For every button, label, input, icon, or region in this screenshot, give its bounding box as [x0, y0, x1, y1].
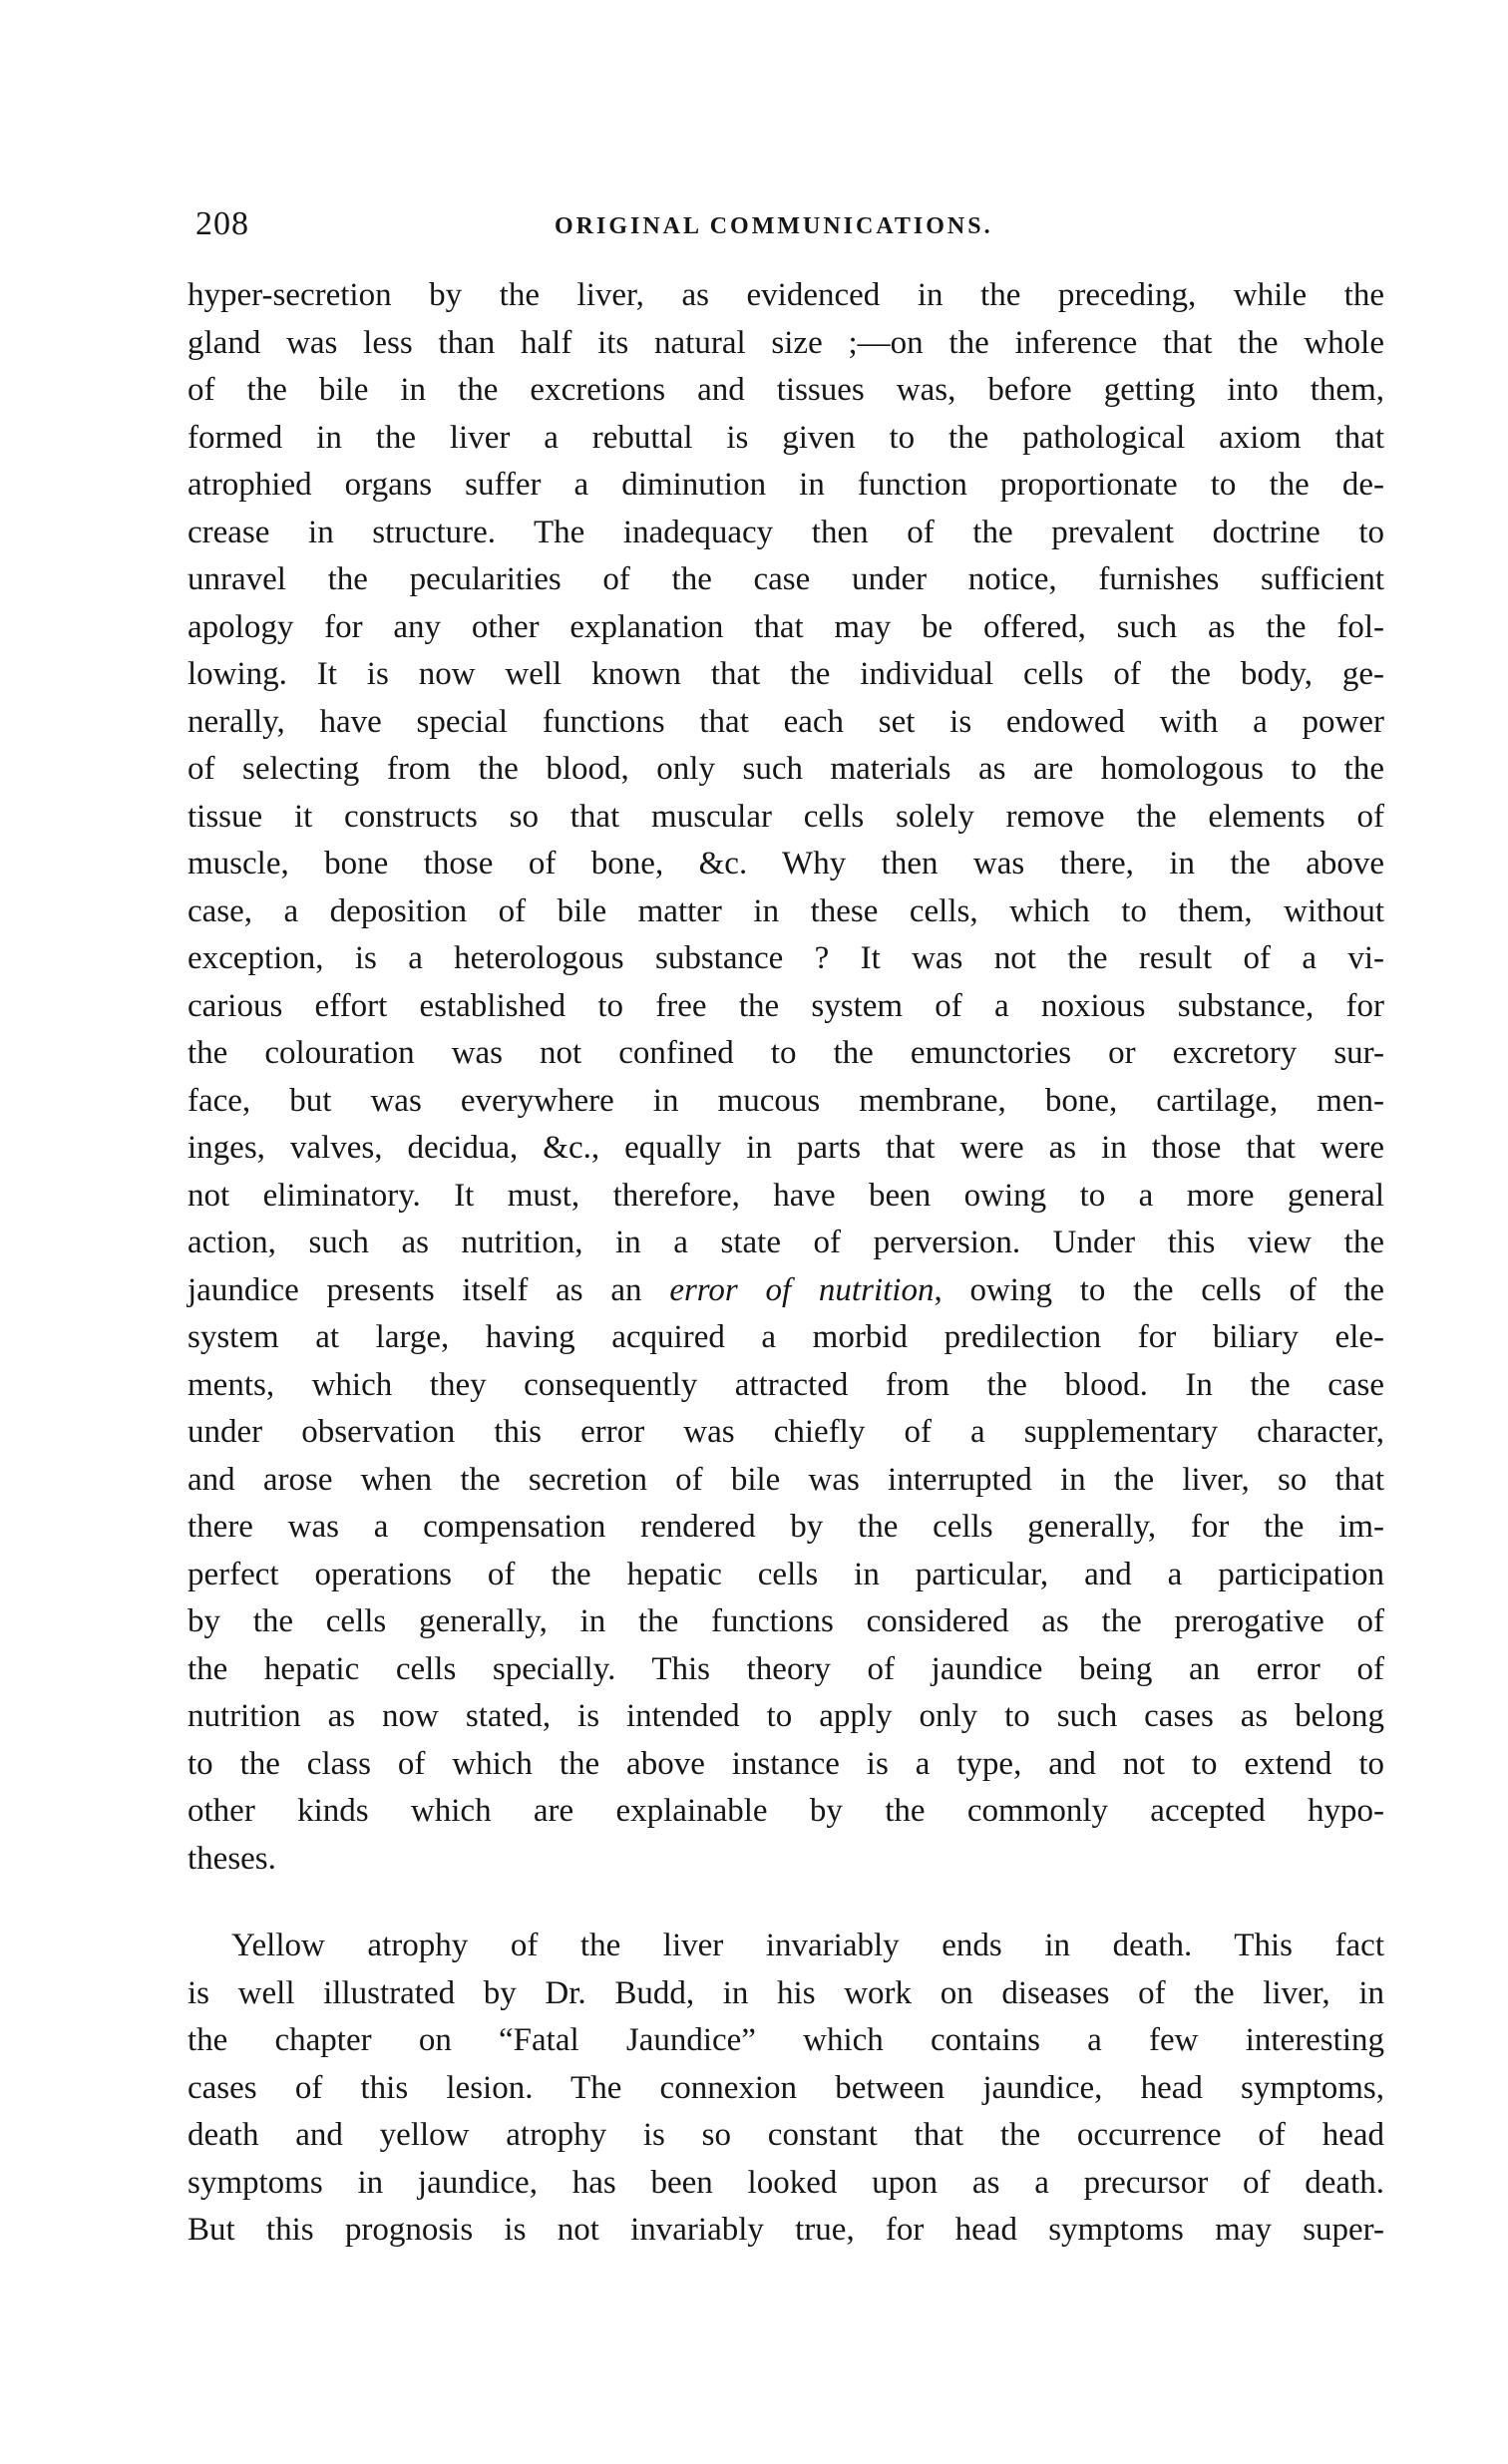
text-segment: jaundice presents itself as an: [188, 1271, 670, 1308]
text-line: action, such as nutrition, in a state of perversion. Under this view the: [188, 1225, 1384, 1260]
text-line: is well illustrated by Dr. Budd, in his work on diseases of the liver, in: [188, 1974, 1384, 2011]
running-head: ORIGINAL COMMUNICATIONS.: [555, 213, 993, 239]
text-line: under observation this error was chiefly of a supplementary character,: [188, 1414, 1384, 1450]
text-line: crease in structure. The inadequacy then of the prevalent doctrine to: [188, 514, 1384, 550]
text-line: apology for any other explanation that may be offered, such as the fol-: [188, 608, 1384, 645]
text-line: unravel the pecularities of the case under notice, furnishes sufficient: [188, 561, 1384, 597]
paragraph-2: [188, 1923, 1384, 2255]
text-line: tissue it constructs so that muscular cells solely remove the elements of: [188, 798, 1384, 835]
text-line: the chapter on “Fatal Jaundice” which contains a few interesting: [188, 2022, 1384, 2058]
text-line: theses.: [188, 1840, 276, 1877]
text-line: gland was less than half its natural size ;—on the inference that the whole: [188, 324, 1384, 361]
text-line: of selecting from the blood, only such materials as are homologous to the: [188, 751, 1384, 787]
text-line: formed in the liver a rebuttal is given to the pathological axiom that: [188, 419, 1384, 456]
page-number: 208: [195, 205, 249, 242]
body-text: [188, 272, 1384, 2255]
text-line-with-italic: [188, 1267, 1384, 1315]
text-line: hyper-secretion by the liver, as evidenced in the preceding, while the: [188, 277, 1384, 313]
page-header: [195, 205, 1372, 255]
text-line: symptoms in jaundice, has been looked upon as a precursor of death.: [188, 2164, 1384, 2201]
text-line: Yellow atrophy of the liver invariably ends in death. This fact: [231, 1928, 1384, 1963]
text-line: there was a compensation rendered by the cells generally, for the im-: [188, 1509, 1384, 1545]
text-line: the hepatic cells specially. This theory of jaundice being an error of: [188, 1650, 1384, 1687]
text-line: perfect operations of the hepatic cells in particular, and a participation: [188, 1556, 1384, 1592]
text-line: the colouration was not confined to the emunctories or excretory sur-: [188, 1035, 1384, 1071]
paragraph-1: [188, 272, 1384, 1883]
text-line: ments, which they consequently attracted from the blood. In the case: [188, 1366, 1384, 1403]
text-line: carious effort established to free the system of a noxious substance, for: [188, 987, 1384, 1024]
text-line: nerally, have special functions that each set is endowed with a power: [188, 703, 1384, 740]
text-line: system at large, having acquired a morbid predilection for biliary ele-: [188, 1319, 1384, 1355]
text-line: inges, valves, decidua, &c., equally in parts that were as in those that were: [188, 1130, 1384, 1166]
text-line: atrophied organs suffer a diminution in function proportionate to the de-: [188, 467, 1384, 503]
text-segment: , owing to the cells of the: [934, 1271, 1385, 1308]
text-line: death and yellow atrophy is so constant that the occurrence of head: [188, 2117, 1384, 2153]
text-line: muscle, bone those of bone, &c. Why then was there, in the above: [188, 846, 1384, 881]
text-line: lowing. It is now well known that the individual cells of the body, ge-: [188, 656, 1384, 692]
text-line: and arose when the secretion of bile was interrupted in the liver, so that: [188, 1461, 1384, 1498]
text-line: of the bile in the excretions and tissues was, before getting into them,: [188, 372, 1384, 408]
paragraph-gap: [188, 1883, 1384, 1923]
text-line: exception, is a heterologous substance ? It was not the result of a vi-: [188, 940, 1384, 976]
text-line: cases of this lesion. The connexion between jaundice, head symptoms,: [188, 2069, 1384, 2106]
text-line: face, but was everywhere in mucous membrane, bone, cartilage, men-: [188, 1082, 1384, 1119]
text-line: nutrition as now stated, is intended to apply only to such cases as belong: [188, 1698, 1384, 1734]
text-line: case, a deposition of bile matter in these cells, which to them, without: [188, 892, 1384, 929]
italic-phrase: error of nutrition: [669, 1271, 935, 1308]
text-line: by the cells generally, in the functions considered as the prerogative of: [188, 1603, 1384, 1639]
text-line: to the class of which the above instance is a type, and not to extend to: [188, 1745, 1384, 1782]
text-line: But this prognosis is not invariably true, for head symptoms may super-: [188, 2212, 1384, 2248]
text-line: not eliminatory. It must, therefore, have been owing to a more general: [188, 1177, 1384, 1214]
text-line: other kinds which are explainable by the commonly accepted hypo-: [188, 1793, 1384, 1829]
